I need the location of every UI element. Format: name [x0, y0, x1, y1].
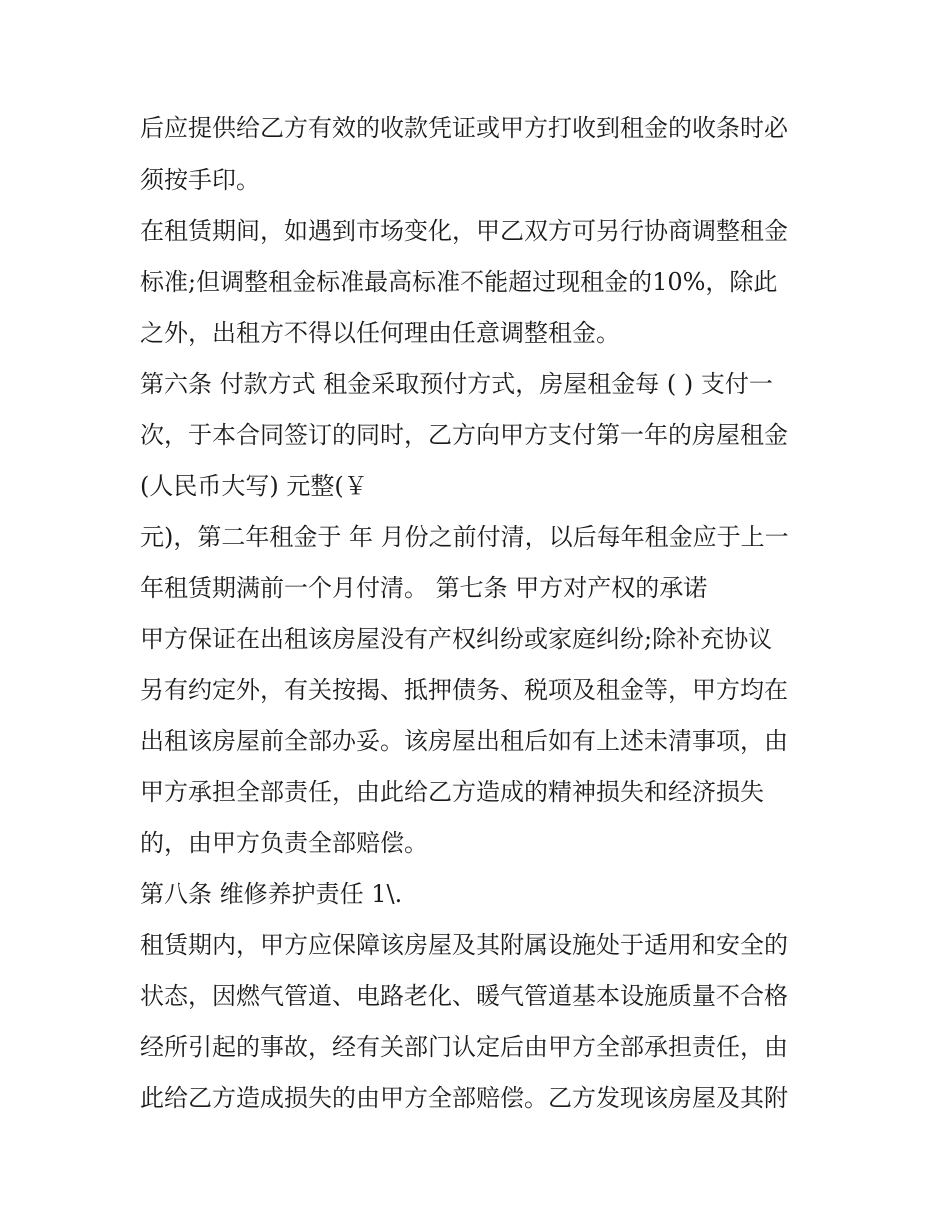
text-line: 次，于本合同签订的同时，乙方向甲方支付第一年的房屋租金 — [140, 421, 788, 449]
text-line: 此给乙方造成损失的由甲方全部赔偿。乙方发现该房屋及其附 — [140, 1084, 788, 1112]
text-line: 另有约定外，有关按揭、抵押债务、税项及租金等，甲方均在 — [140, 676, 788, 704]
text-line: (人民币大写) 元整(￥ — [140, 472, 368, 500]
text-line: 甲方保证在出租该房屋没有产权纠纷或家庭纠纷;除补充协议 — [140, 625, 773, 653]
text-line: 标准;但调整租金标准最高标准不能超过现租金的10%，除此 — [140, 268, 778, 296]
text-line: 第八条 维修养护责任 1\. — [140, 880, 403, 908]
text-line: 的，由甲方负责全部赔偿。 — [140, 829, 428, 857]
text-line: 出租该房屋前全部办妥。该房屋出租后如有上述未清事项，由 — [140, 727, 788, 755]
text-line: 租赁期内，甲方应保障该房屋及其附属设施处于适用和安全的 — [140, 931, 788, 959]
text-line: 后应提供给乙方有效的收款凭证或甲方打收到租金的收条时必 — [140, 114, 788, 142]
text-line: 第六条 付款方式 租金采取预付方式，房屋租金每 ( ) 支付一 — [140, 370, 773, 398]
text-line: 甲方承担全部责任，由此给乙方造成的精神损失和经济损失 — [140, 778, 764, 806]
text-line: 状态，因燃气管道、电路老化、暖气管道基本设施质量不合格 — [140, 982, 788, 1010]
text-line: 须按手印。 — [140, 166, 260, 194]
text-line: 在租赁期间，如遇到市场变化，甲乙双方可另行协商调整租金 — [140, 217, 788, 245]
text-line: 元)，第二年租金于 年 月份之前付清，以后每年租金应于上一 — [140, 523, 789, 551]
text-line: 经所引起的事故，经有关部门认定后由甲方全部承担责任，由 — [140, 1033, 788, 1061]
text-line: 之外，出租方不得以任何理由任意调整租金。 — [140, 319, 620, 347]
text-line: 年租赁期满前一个月付清。 第七条 甲方对产权的承诺 — [140, 574, 708, 602]
